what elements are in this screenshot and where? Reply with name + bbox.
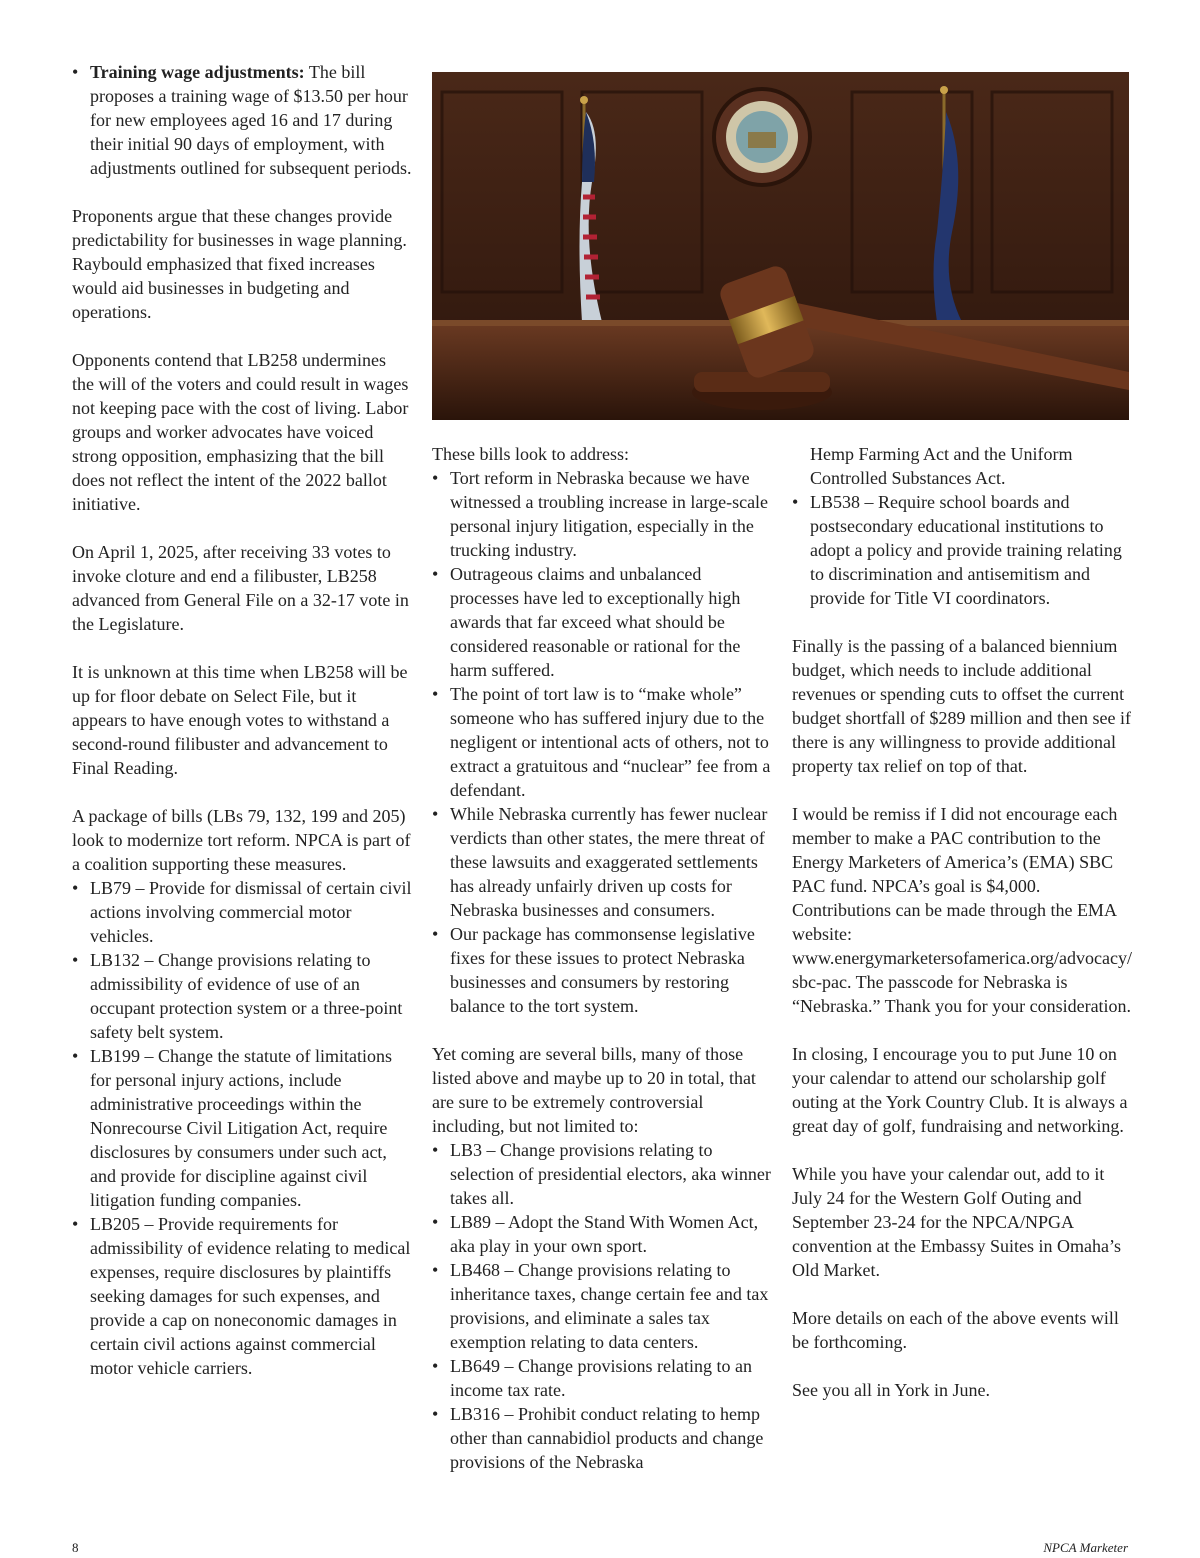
list-item: • LB132 – Change provisions relating to admissibility of evidence of use of an occupant protection system or a three-point safety belt system. (72, 948, 412, 1044)
list-item: • Our package has commonsense legislative fixes for these issues to protect Nebraska businesses and consumers by restoring balance to the tort system. (432, 922, 772, 1018)
list-item: • LB199 – Change the statute of limitations for personal injury actions, include administrative proceedings within the Nonrecourse Civil Litigation Act, require disclosures by consumers under such act, and provide for discipline against civil litigation funding companies. (72, 1044, 412, 1212)
tort-bill-list (72, 876, 412, 1380)
paragraph-cloture-vote: On April 1, 2025, after receiving 33 votes to invoke cloture and end a filibuster, LB258 advanced from General File on a 32-17 vote in the Legislature. (72, 542, 409, 634)
list-item: • Tort reform in Nebraska because we have witnessed a troubling increase in large-scale personal injury litigation, especially in the trucking industry. (432, 466, 772, 562)
list-item: • LB649 – Change provisions relating to an income tax rate. (432, 1354, 772, 1402)
list-item: • LB468 – Change provisions relating to inheritance taxes, change certain fee and tax provisions, and eliminate a sales tax exemption relating to data centers. (432, 1258, 772, 1354)
courtroom-gavel-photo (432, 72, 1129, 420)
training-wage-bullet (72, 60, 412, 180)
paragraph-pac-contribution: I would be remiss if I did not encourage each member to make a PAC contribution to the Energy Marketers of America’s (EMA) SBC PAC fund. NPCA’s goal is $4,000. Contributions can be made through the EMA website: www.energymarketersofamerica.org/advocacy/sbc-pac. The passcode for Nebraska is “Nebraska.” Thank you for your consideration. (792, 804, 1133, 1016)
paragraph-opponents: Opponents contend that LB258 undermines the will of the voters and could result in wages not keeping pace with the cost of living. Labor groups and worker advocates have voiced strong opposition, emphasizing that the bill does not reflect the intent of the 2022 ballot initiative. (72, 350, 409, 514)
paragraph-bills-address: These bills look to address: (432, 444, 629, 464)
publication-name: NPCA Marketer (1043, 1540, 1128, 1555)
paragraph-golf-outing: In closing, I encourage you to put June 10 on your calendar to attend our scholarship golf outing at the York Country Club. It is always a great day of golf, fundraising and networking. (792, 1044, 1128, 1136)
paragraph-budget: Finally is the passing of a balanced biennium budget, which needs to include additional revenues or spending cuts to offset the current budget shortfall of $289 million and then see if there is any willingness to provide additional property tax relief on top of that. (792, 636, 1131, 776)
article-column-1 (72, 60, 412, 1380)
list-item: • Outrageous claims and unbalanced processes have led to exceptionally high awards that far exceed what should be considered reasonable or rational for the harm suffered. (432, 562, 772, 682)
tort-reform-points (432, 466, 772, 1018)
state-seal-icon (714, 89, 810, 185)
paragraph-tort-package: A package of bills (LBs 79, 132, 199 and 205) look to modernize tort reform. NPCA is part of a coalition supporting these measures. (72, 806, 411, 874)
paragraph-details: More details on each of the above events will be forthcoming. (792, 1308, 1119, 1352)
article-column-3 (792, 442, 1132, 1426)
training-wage-text: The bill proposes a training wage of $13.50 per hour for new employees aged 16 and 17 during their initial 90 days of employment, with adjustments outlined for subsequent periods. (90, 62, 412, 178)
article-column-2 (432, 442, 772, 1474)
list-item: • LB89 – Adopt the Stand With Women Act, aka play in your own sport. (432, 1210, 772, 1258)
list-item: Hemp Farming Act and the Uniform Controlled Substances Act. (810, 444, 1073, 488)
list-item: • While Nebraska currently has fewer nuclear verdicts than other states, the mere threat of these lawsuits and exaggerated settlements has already unfairly driven up costs for Nebraska businesses and consumers. (432, 802, 772, 922)
controversial-bill-list (432, 1138, 772, 1474)
paragraph-coming-bills: Yet coming are several bills, many of those listed above and maybe up to 20 in total, that are sure to be extremely controversial including, but not limited to: (432, 1044, 756, 1136)
continued-bill-list (792, 442, 1132, 610)
training-wage-label: Training wage adjustments: (90, 62, 305, 82)
list-item: • LB538 – Require school boards and postsecondary educational institutions to adopt a policy and provide training relating to discrimination and antisemitism and provide for Title VI coordinators. (792, 490, 1132, 610)
paragraph-closing: See you all in York in June. (792, 1380, 990, 1400)
list-item: • LB3 – Change provisions relating to selection of presidential electors, aka winner takes all. (432, 1138, 772, 1210)
page-number: 8 (72, 1540, 79, 1555)
list-item: • The point of tort law is to “make whole” someone who has suffered injury due to the negligent or intentional acts of others, not to extract a gratuitous and “nuclear” fee from a defendant. (432, 682, 772, 802)
list-item: • LB79 – Provide for dismissal of certain civil actions involving commercial motor vehicles. (72, 876, 412, 948)
list-item: • LB316 – Prohibit conduct relating to hemp other than cannabidiol products and change provisions of the Nebraska (432, 1402, 772, 1474)
paragraph-select-file: It is unknown at this time when LB258 will be up for floor debate on Select File, but it appears to have enough votes to withstand a second-round filibuster and advancement to Final Reading. (72, 662, 408, 778)
list-item: • LB205 – Provide requirements for admissibility of evidence relating to medical expenses, require disclosures by plaintiffs seeking damages for such expenses, and provide a cap on noneconomic damages in certain civil actions against commercial motor vehicle carriers. (72, 1212, 412, 1380)
paragraph-proponents: Proponents argue that these changes provide predictability for businesses in wage planning. Raybould emphasized that fixed increases would aid businesses in budgeting and operations. (72, 206, 407, 322)
training-wage-list (72, 60, 412, 180)
paragraph-calendar: While you have your calendar out, add to it July 24 for the Western Golf Outing and September 23-24 for the NPCA/NPGA convention at the Embassy Suites in Omaha’s Old Market. (792, 1164, 1121, 1280)
